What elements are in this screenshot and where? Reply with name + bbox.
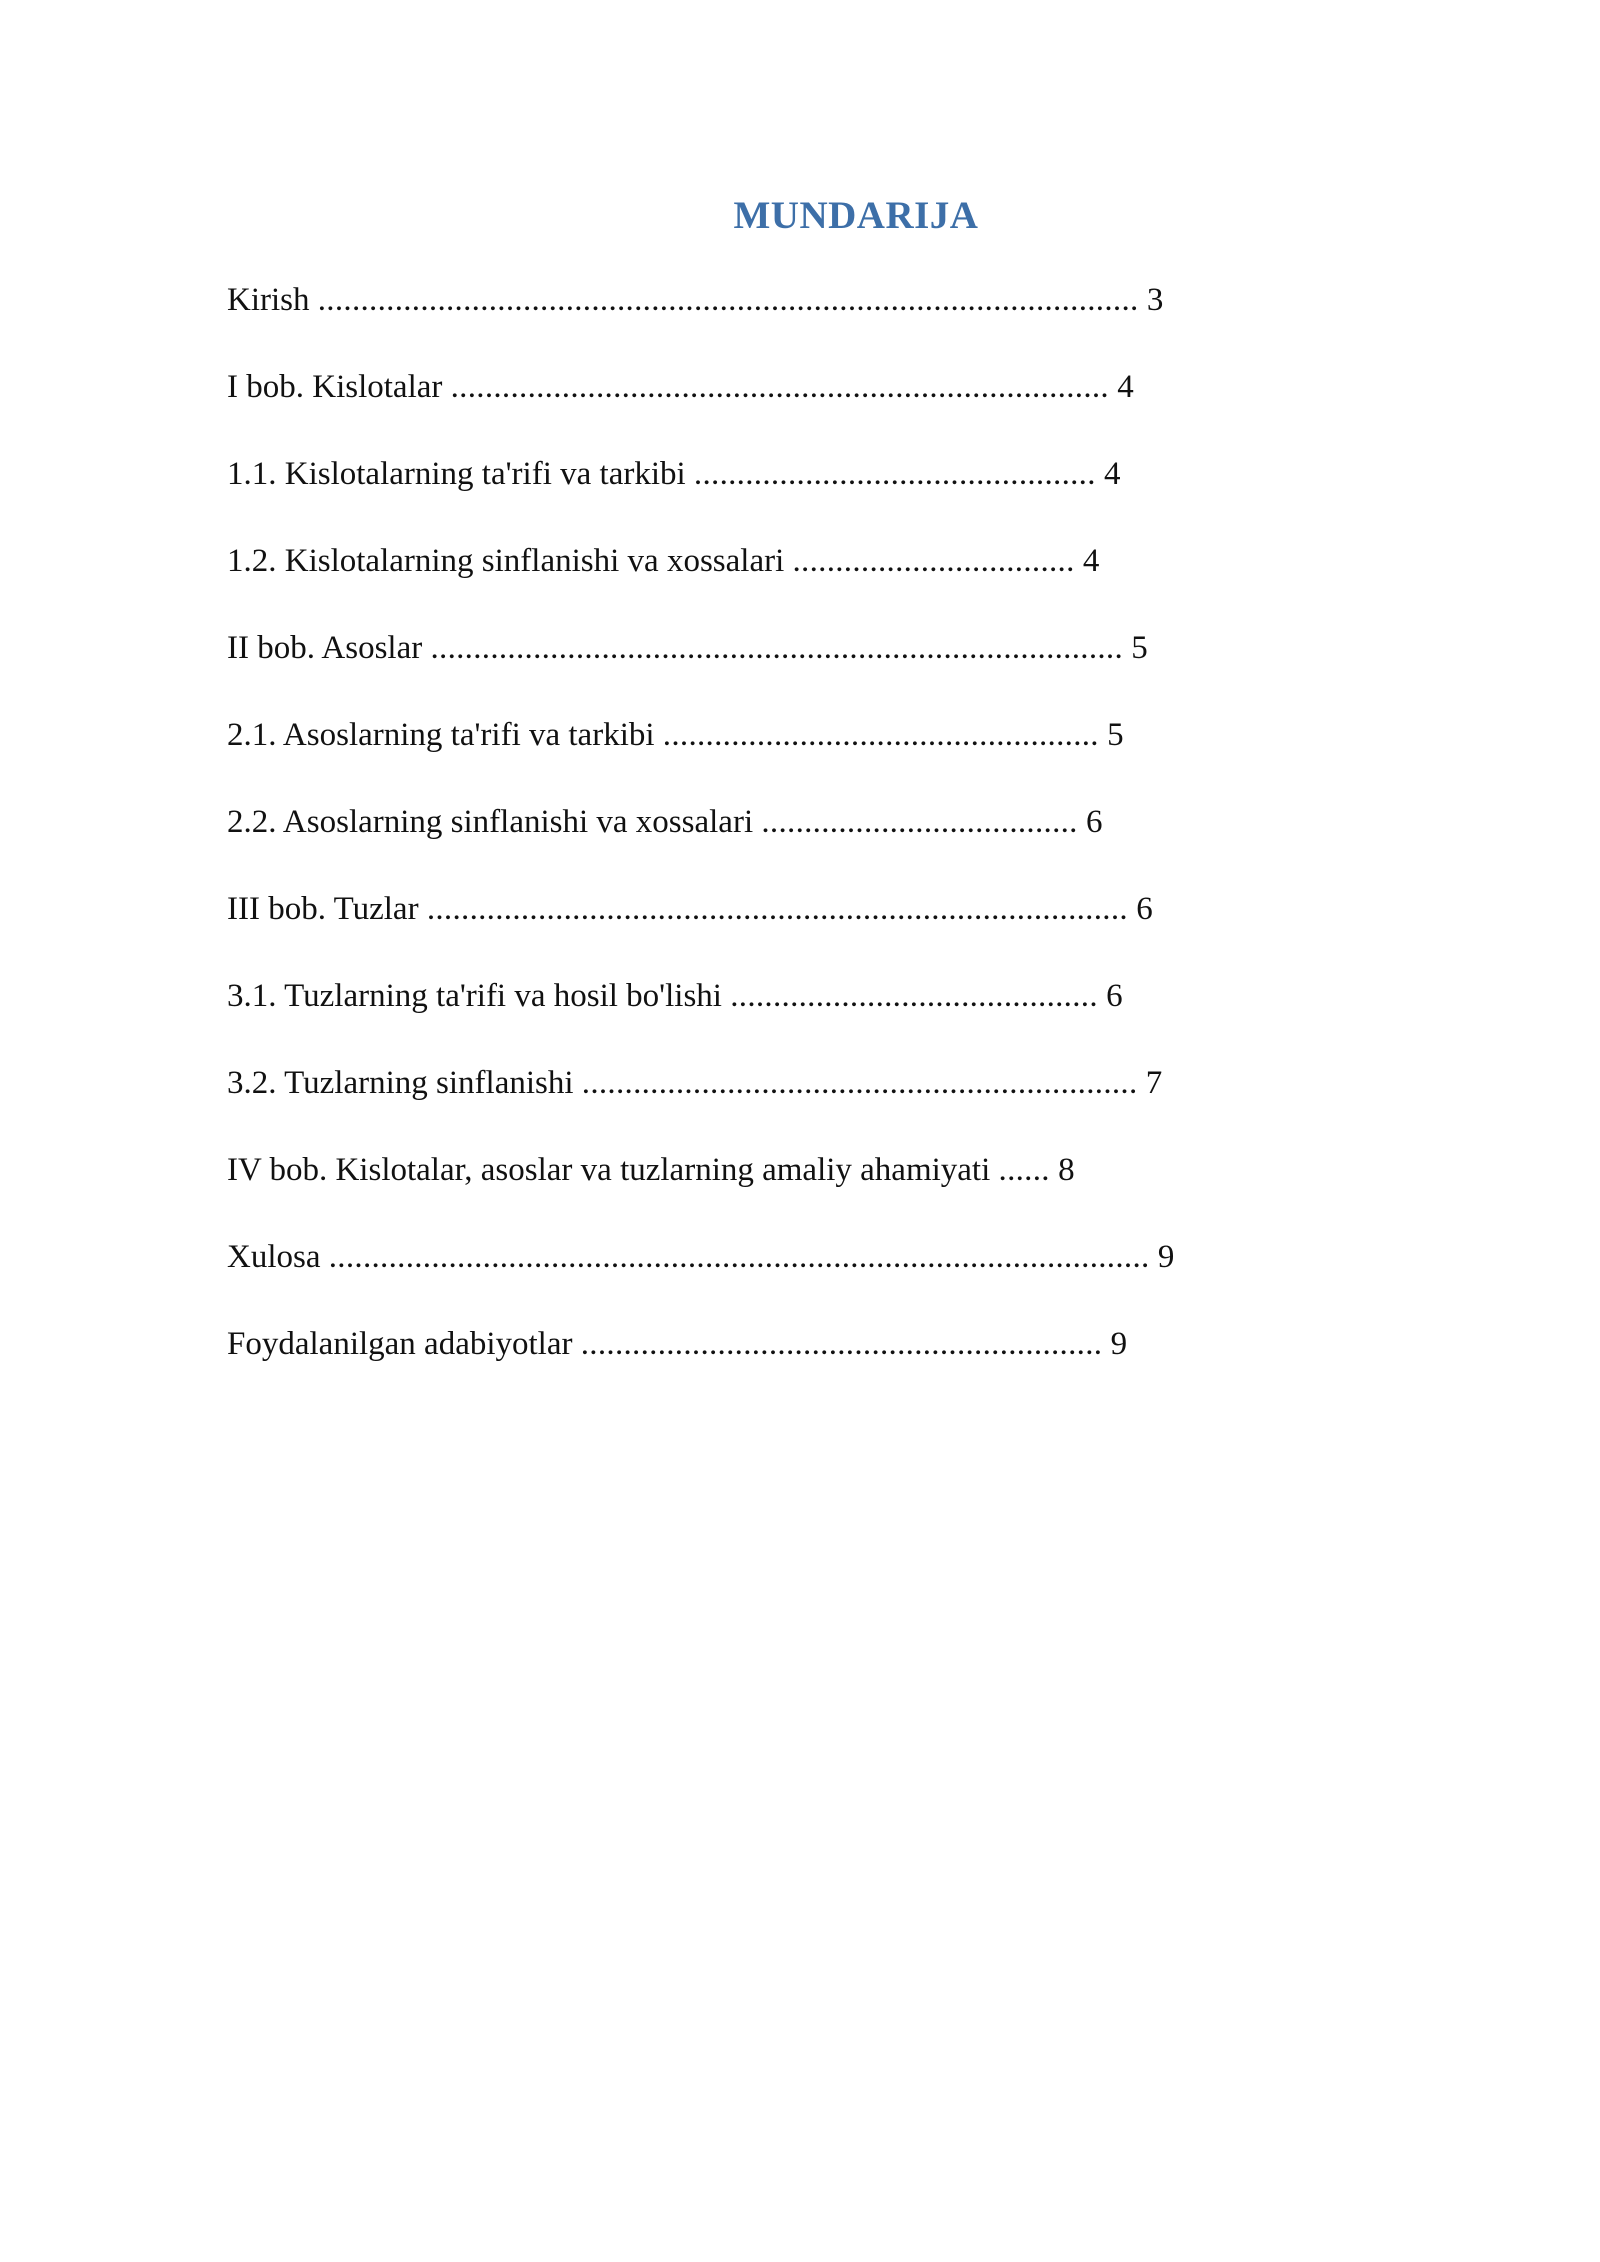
- toc-dot-leader: ...................................................: [662, 717, 1099, 753]
- toc-dot-leader: .................................................................: [581, 1065, 1138, 1101]
- toc-page-number: 4: [1117, 369, 1134, 405]
- toc-page-number: 7: [1145, 1065, 1163, 1101]
- toc-dot-leader: ......: [998, 1152, 1050, 1188]
- toc-entry[interactable]: [227, 798, 1174, 885]
- toc-entry[interactable]: [227, 363, 1174, 450]
- toc-dot-leader: ................................................................................................: [328, 1239, 1150, 1275]
- toc-entry-title: 2.1. Asoslarning ta'rifi va tarkibi: [227, 717, 655, 753]
- toc-entry[interactable]: [227, 1233, 1174, 1320]
- toc-page-number: 6: [1085, 804, 1103, 840]
- toc-page-number: 5: [1107, 717, 1124, 753]
- toc-entry-title: I bob. Kislotalar: [227, 369, 443, 405]
- toc-dot-leader: .............................................................: [580, 1326, 1103, 1362]
- toc-page-number: 9: [1110, 1326, 1128, 1362]
- toc-entry[interactable]: [227, 1146, 1174, 1233]
- toc-entry[interactable]: [227, 972, 1174, 1059]
- toc-entry[interactable]: [227, 537, 1174, 624]
- toc-page-number: 5: [1131, 630, 1148, 666]
- toc-entry-title: III bob. Tuzlar: [227, 891, 419, 927]
- toc-entry-title: 3.2. Tuzlarning sinflanishi: [227, 1065, 574, 1101]
- toc-entry-title: Kirish: [227, 282, 310, 318]
- toc-dot-leader: .................................: [792, 543, 1075, 579]
- toc-entry-title: 1.1. Kislotalarning ta'rifi va tarkibi: [227, 456, 686, 492]
- toc-entry[interactable]: [227, 450, 1174, 537]
- toc-dot-leader: .....................................: [761, 804, 1078, 840]
- toc-title: MUNDARIJA: [733, 194, 979, 237]
- toc-entry[interactable]: [227, 276, 1174, 363]
- toc-entry[interactable]: [227, 624, 1174, 711]
- toc-dot-leader: .................................................................................: [430, 630, 1124, 666]
- toc-entry-title: II bob. Asoslar: [227, 630, 423, 666]
- toc-entry[interactable]: [227, 711, 1174, 798]
- toc-page-number: 3: [1146, 282, 1164, 318]
- toc-page-number: 6: [1136, 891, 1153, 927]
- toc-entry-title: 2.2. Asoslarning sinflanishi va xossalari: [227, 804, 754, 840]
- toc-page-number: 9: [1157, 1239, 1175, 1275]
- toc-dot-leader: ................................................................................................: [317, 282, 1139, 318]
- toc-page-number: 8: [1058, 1152, 1075, 1188]
- toc-page-number: 4: [1082, 543, 1100, 579]
- toc-dot-leader: ...........................................: [730, 978, 1098, 1014]
- toc-entry-title: IV bob. Kislotalar, asoslar va tuzlarning amaliy ahamiyati: [227, 1152, 991, 1188]
- toc-dot-leader: .............................................................................: [450, 369, 1109, 405]
- table-of-contents: [227, 276, 1174, 1407]
- toc-entry[interactable]: [227, 1320, 1174, 1407]
- toc-entry[interactable]: [227, 1059, 1174, 1146]
- toc-page-number: 4: [1104, 456, 1121, 492]
- toc-entry-title: 3.1. Tuzlarning ta'rifi va hosil bo'lishi: [227, 978, 722, 1014]
- toc-entry-title: 1.2. Kislotalarning sinflanishi va xossalari: [227, 543, 785, 579]
- toc-dot-leader: ..................................................................................: [426, 891, 1128, 927]
- toc-entry[interactable]: [227, 885, 1174, 972]
- toc-entry-title: Xulosa: [227, 1239, 321, 1275]
- toc-dot-leader: ...............................................: [693, 456, 1096, 492]
- toc-entry-title: Foydalanilgan adabiyotlar: [227, 1326, 573, 1362]
- toc-page-number: 6: [1106, 978, 1123, 1014]
